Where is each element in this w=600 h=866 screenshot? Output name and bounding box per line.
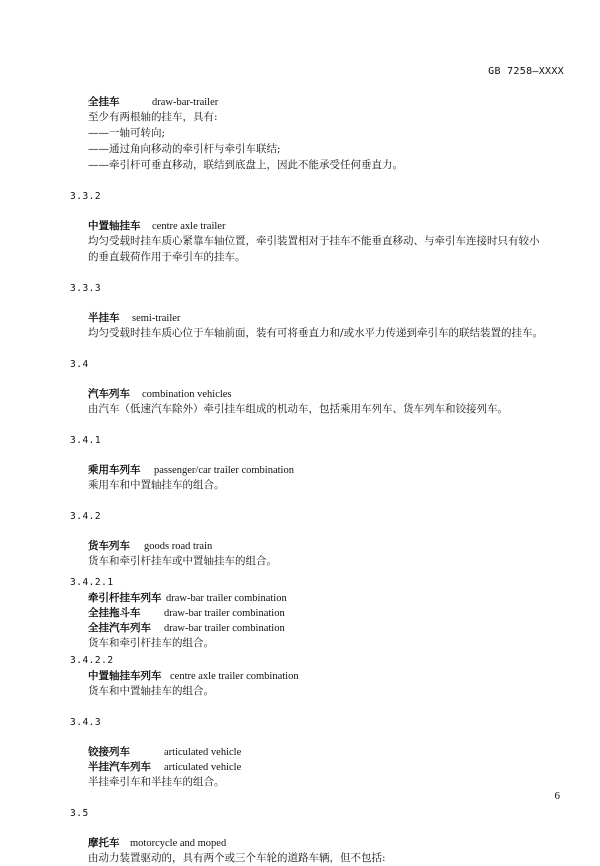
term-english: motorcycle and moped xyxy=(130,838,227,849)
term-chinese: 铰接列车 xyxy=(88,746,130,758)
term-chinese: 全挂拖斗车 xyxy=(88,607,141,619)
term-english: draw-bar trailer combination xyxy=(164,608,285,619)
term-chinese: 全挂汽车列车 xyxy=(88,622,151,634)
term-heading xyxy=(88,94,558,109)
term-heading xyxy=(88,218,558,233)
term-english: semi-trailer xyxy=(132,313,181,324)
term-heading xyxy=(88,835,558,850)
term-heading xyxy=(88,668,558,683)
definition-line: ——一轴可转向; xyxy=(88,127,166,139)
definition-line: 均匀受载时挂车质心紧靠车轴位置，牵引装置相对于挂车不能垂直移动、与牵引车连接时只有较小 xyxy=(88,235,540,247)
term-english: centre axle trailer xyxy=(152,221,226,232)
section-number: 3.5 xyxy=(70,808,89,819)
term-heading xyxy=(88,386,558,401)
definition-line: 均匀受载时挂车质心位于车轴前面，装有可将垂直力和/或水平力传递到牵引车的联结装置的挂车。 xyxy=(88,327,544,339)
document-body xyxy=(70,94,558,866)
term-chinese: 牵引杆挂车列车 xyxy=(88,592,162,604)
term-chinese: 中置轴挂车 xyxy=(88,220,141,232)
definition-line: 由汽车（低速汽车除外）牵引挂车组成的机动车，包括乘用车列车、货车列车和铰接列车。 xyxy=(88,403,508,415)
section-number: 3.3.2 xyxy=(70,191,102,202)
definition-line: 的垂直载荷作用于牵引车的挂车。 xyxy=(88,251,246,263)
term-heading xyxy=(88,605,558,620)
term-english: draw-bar-trailer xyxy=(152,97,219,108)
term-heading xyxy=(88,744,558,759)
term-english: centre axle trailer combination xyxy=(170,671,299,682)
term-chinese: 半挂汽车列车 xyxy=(88,761,151,773)
definition-line: 货车和中置轴挂车的组合。 xyxy=(88,685,214,697)
term-chinese: 摩托车 xyxy=(88,837,120,849)
definition-line: 至少有两根轴的挂车，具有: xyxy=(88,111,218,123)
term-english: draw-bar trailer combination xyxy=(164,623,285,634)
section-number: 3.4.2 xyxy=(70,511,102,522)
term-heading xyxy=(88,759,558,774)
document-code: GB 7258—XXXX xyxy=(488,66,564,77)
section-number: 3.4.3 xyxy=(70,717,102,728)
term-english: passenger/car trailer combination xyxy=(154,465,294,476)
term-chinese: 货车列车 xyxy=(88,540,130,552)
term-english: goods road train xyxy=(144,541,213,552)
definition-line: 货车和牵引杆挂车或中置轴挂车的组合。 xyxy=(88,555,277,567)
page-number: 6 xyxy=(554,790,560,802)
term-english: combination vehicles xyxy=(142,389,232,400)
section-number: 3.4 xyxy=(70,359,89,370)
term-heading xyxy=(88,590,558,605)
definition-line: 半挂牵引车和半挂车的组合。 xyxy=(88,776,225,788)
term-heading xyxy=(88,310,558,325)
definition-line: ——牵引杆可垂直移动，联结到底盘上，因此不能承受任何垂直力。 xyxy=(88,159,403,171)
definition-line: 由动力装置驱动的，具有两个或三个车轮的道路车辆，但不包括: xyxy=(88,852,386,864)
section-number: 3.4.1 xyxy=(70,435,102,446)
section-number: 3.3.3 xyxy=(70,283,102,294)
term-english: draw-bar trailer combination xyxy=(166,593,287,604)
term-chinese: 中置轴挂车列车 xyxy=(88,670,162,682)
term-chinese: 全挂车 xyxy=(88,96,120,108)
definition-line: 乘用车和中置轴挂车的组合。 xyxy=(88,479,225,491)
definition-line: 货车和牵引杆挂车的组合。 xyxy=(88,637,214,649)
term-heading xyxy=(88,538,558,553)
term-english: articulated vehicle xyxy=(164,747,242,758)
definition-line: ——通过角向移动的牵引杆与牵引车联结; xyxy=(88,143,281,155)
term-heading xyxy=(88,620,558,635)
section-number: 3.4.2.2 xyxy=(70,655,114,666)
term-heading xyxy=(88,462,558,477)
term-chinese: 半挂车 xyxy=(88,312,120,324)
term-chinese: 汽车列车 xyxy=(88,388,130,400)
section-number: 3.4.2.1 xyxy=(70,577,114,588)
term-chinese: 乘用车列车 xyxy=(88,464,141,476)
term-english: articulated vehicle xyxy=(164,762,242,773)
